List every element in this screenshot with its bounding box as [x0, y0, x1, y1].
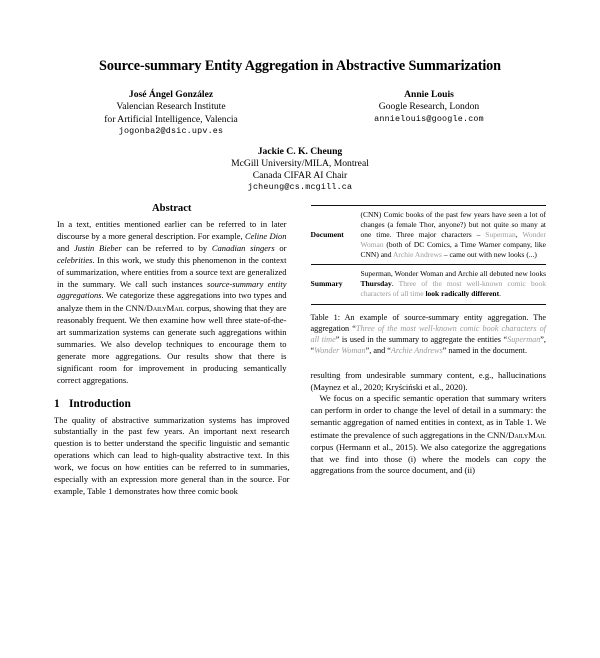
author-affiliation-line: Valencian Research Institute	[116, 101, 226, 113]
abstract-seg: . In this work, we study this phenomenon in the context of summarization, where entities from a source text are generalized in the summary. We call such instances	[57, 254, 287, 289]
author-email: annielouis@google.com	[374, 113, 484, 124]
author-entry-1	[42, 89, 300, 137]
table-row	[311, 265, 547, 304]
right-seg: the aggregations from the source document, and (ii)	[310, 453, 546, 476]
table-cell-document	[361, 206, 547, 265]
caption-quote: Three of the most well-known comic book characters of all time	[310, 323, 546, 345]
author-entry-3	[0, 146, 600, 194]
segment-plain: (both of DC Comics, a Time Warner company, like CNN) and	[360, 240, 546, 260]
paper-page	[0, 58, 600, 658]
page-title: Source-summary Entity Aggregation in Abstractive Summarization	[99, 58, 501, 74]
abstract-italic: Celine Dion	[244, 231, 287, 242]
corpus-name-smallcaps: CNN/DailyMail	[125, 303, 185, 314]
caption-body-spacer	[311, 357, 547, 370]
segment-plain: .	[391, 279, 399, 289]
table-1	[311, 205, 547, 304]
table-row	[311, 206, 547, 265]
section-title: Introduction	[69, 397, 131, 410]
author-affiliation-line: Google Research, London	[378, 101, 480, 113]
entity-mention: Superman	[485, 230, 516, 240]
right-italic: copy	[513, 453, 530, 464]
table-cell-summary	[361, 265, 547, 304]
author-name: Jackie C. K. Cheung	[257, 145, 343, 157]
left-column	[54, 203, 290, 497]
caption-label: Table 1:	[310, 312, 340, 322]
author-affiliation-line: McGill University/MILA, Montreal	[231, 157, 369, 169]
abstract-seg: and	[57, 242, 74, 253]
caption-seg: ”, “	[310, 335, 546, 356]
abstract-italic: Justin Bieber	[74, 242, 122, 253]
author-name: José Ángel González	[128, 89, 214, 101]
entity-mention: Wonder Woman	[360, 230, 546, 250]
segment-plain: – came out with new looks (...)	[441, 250, 537, 260]
intro-paragraph-1: The quality of abstractive summarization systems has improved substantially in the past few years. An important next research question is to better understand the specific linguistic and semantic operations which can lead to high-quality abstractive text. In this work, we focus on how entities can be referred to in summaries, especially with an expression more general than in the source. For example, Table 1 demonstrates how three comic book	[54, 414, 290, 496]
aggregation-phrase: Three of the most well-known comic book characters of all time	[360, 279, 546, 299]
segment-plain: (CNN) Comic books of the past few years have seen a lot of changes (a female Thor, anyone?) but not quite so many at one time. Three major characters –	[360, 210, 546, 240]
table-row-label: Summary	[311, 265, 361, 304]
abstract-seg: In a text, entities mentioned earlier can be referred to in later discourse by a more general description. For example,	[57, 219, 287, 242]
caption-quote: Superman	[507, 335, 541, 345]
segment-bold: look radically different	[425, 289, 500, 299]
author-email: jogonba2@dsic.upv.es	[118, 125, 224, 136]
abstract-italic: source-summary entity aggregations	[57, 278, 287, 301]
right-column	[311, 203, 547, 477]
caption-quote: Archie Andrews	[390, 346, 443, 356]
right-seg: We focus on a specific semantic operation that summary writers can perform in order to change the level of detail in a summary: the semantic aggregation of named entities in context, as in Table 1. We estimate the prevalence of such aggregations in the	[310, 393, 546, 440]
segment-plain: Superman, Wonder Woman and Archie all debuted new looks	[360, 269, 546, 279]
abstract-italic: celebrities	[57, 254, 93, 265]
caption-quote: Wonder Woman	[314, 346, 366, 356]
abstract-seg: or	[274, 242, 287, 253]
section-heading-introduction	[54, 398, 290, 410]
abstract-italic: Canadian singers	[211, 242, 275, 253]
segment-plain: .	[499, 289, 501, 299]
table-1-caption	[311, 312, 547, 357]
abstract-text	[54, 219, 290, 386]
abstract-seg: can be referred to by	[121, 242, 212, 253]
right-paragraph-1: resulting from undesirable summary content, e.g., hallucinations (Maynez et al., 2020; Kryściński et al., 2020).	[310, 369, 546, 392]
caption-seg: ”, and “	[365, 346, 391, 356]
author-affiliation-line: for Artificial Intelligence, Valencia	[104, 113, 238, 125]
author-name: Annie Louis	[404, 89, 454, 101]
corpus-name-smallcaps: CNN/DailyMail	[487, 429, 546, 440]
caption-seg: An example of source-summary entity aggregation. The aggregation “	[310, 312, 547, 333]
author-entry-2	[300, 89, 558, 137]
abstract-seg: corpus, showing that they are reasonably frequent. We then examine how well three state-of-the-art summarization systems can generate such aggregations within summaries. We also develop techniques to encourage them to generate more aggregations. Our results show that there is significant room for improvement in producing semantically correct aggregations.	[57, 303, 287, 385]
section-number: 1	[54, 397, 60, 410]
author-affiliation-line: Canada CIFAR AI Chair	[252, 170, 348, 182]
segment-bold: Thursday	[360, 279, 392, 289]
caption-seg: ” is used in the summary to aggregate the entities “	[335, 335, 508, 345]
right-paragraph-2	[311, 393, 547, 477]
entity-mention: Archie Andrews	[393, 250, 442, 260]
author-block-row1	[42, 89, 558, 137]
abstract-seg: . We categorize these aggregations into two types and analyze them in the	[57, 290, 287, 314]
two-column-body	[54, 203, 546, 497]
segment-plain: ,	[515, 230, 523, 240]
caption-seg: ” named in the document.	[442, 346, 527, 356]
table-row-label: Document	[311, 206, 361, 265]
right-seg: corpus (Hermann et al., 2015). We also categorize the aggregations that we find into those (i) where the models can	[310, 441, 546, 464]
author-email: jcheung@cs.mcgill.ca	[247, 182, 353, 193]
abstract-heading: Abstract	[152, 203, 192, 215]
